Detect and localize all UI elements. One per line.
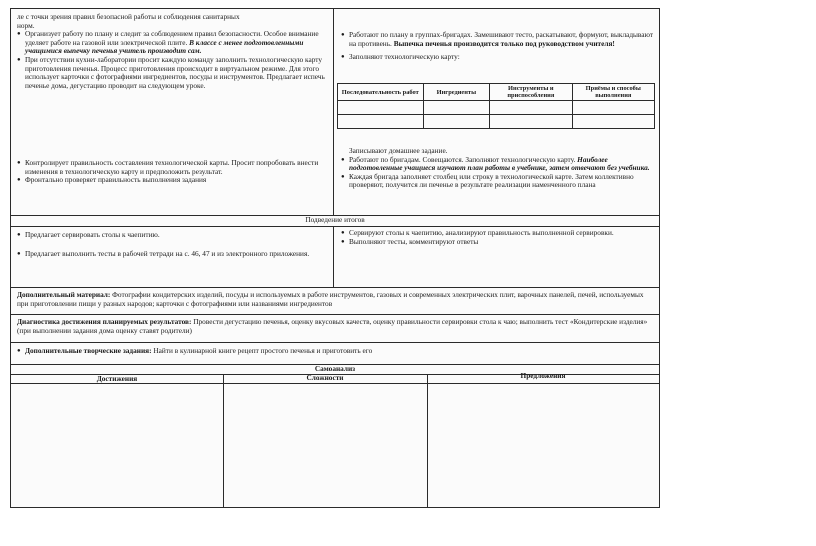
- diagnostics-label: Диагностика достижения планируемых результатов:: [17, 317, 192, 326]
- achievements-cell[interactable]: [12, 384, 222, 506]
- top-left-cell: [17, 13, 327, 90]
- tech-col-header: Ингредиенты: [423, 84, 490, 101]
- teacher-item: [17, 159, 327, 176]
- teacher-item-text: Организует работу по плану и следит за соблюдением правил безопасности. Особое внимание уделяет работе на газовой или электрической плите.: [25, 29, 319, 47]
- teacher-item-text: Предлагает сервировать столы к чаепитию.: [25, 230, 160, 239]
- creative-label: Дополнительные творческие задания:: [25, 346, 152, 355]
- student-item-warning: Выпечка печенья производится только под руководством учителя!: [393, 38, 615, 48]
- teacher-item-text: Контролирует правильность составления технологической карты. Просит попробовать внести изменения в технологическую карту и предположить результат.: [25, 158, 319, 176]
- col-achievements-header: Достижения: [96, 374, 138, 383]
- suggestions-cell[interactable]: [428, 384, 658, 506]
- teacher-item-text: При отсутствии кухни-лаборатории просит каждую команду заполнить технологическую карту приготовления печенья. Процесс приготовления происходит в виртуальном режиме. Для этого использует карточки с фотографиями ингредиентов, посуды и инструментов. Предлагает испечь печенье дома, дегустацию проводит на следующем уроке.: [25, 54, 325, 90]
- diagnostics: [17, 318, 653, 335]
- teacher-item: [17, 231, 327, 240]
- student-item-text: Сервируют столы к чаепитию, анализируют правильность выполненной сервировки.: [349, 228, 614, 237]
- teacher-item-text: Фронтально проверяет правильность выполнения задания: [25, 175, 207, 185]
- student-item: [341, 238, 655, 247]
- student-item: [341, 156, 655, 173]
- difficulties-cell[interactable]: [224, 384, 426, 506]
- top-left-line: ле с точки зрения правил безопасной работы и соблюдения санитарных: [17, 12, 240, 21]
- teacher-item-note: В классе с менее подготовленными учащимися выпечку печенья учитель производит сам.: [25, 37, 304, 56]
- teacher-item: [17, 56, 327, 90]
- col-suggestions-header: Предложения: [520, 371, 566, 380]
- tech-col-header: Последовательность работ: [338, 84, 424, 101]
- summary-left-cell: [17, 231, 327, 258]
- middle-right-cell: [341, 147, 655, 190]
- middle-left-cell: [17, 159, 327, 185]
- student-item: [341, 53, 655, 62]
- tech-col-header: Инструменты и приспособления: [490, 84, 572, 101]
- col-difficulties-header: Сложности: [306, 373, 344, 382]
- creative-tasks: [17, 347, 653, 356]
- column-divider-summary: [333, 226, 334, 287]
- technology-card-table: [337, 83, 655, 129]
- creative-text: Найти в кулинарной книге рецепт простого печенья и приготовить его: [153, 346, 373, 355]
- top-right-cell: [341, 31, 655, 62]
- additional-text: Фотографии кондитерских изделий, посуды и используемых в работе инструментов, газовых и современных электрических плит, варочных панелей, печей, используемых при приготовлении пищи у разных народов; карточки с фотографиями или названиями ингредиентов: [17, 290, 644, 308]
- tech-col-header: Приёмы и способы выполнения: [572, 84, 654, 101]
- student-item-text: Выполняют тесты, комментируют ответы: [349, 236, 479, 246]
- student-item-note: Наиболее подготовленные учащиеся изучают план работы в учебнике, затем отвечают без учебника.: [349, 154, 650, 173]
- student-item-text: Работают по плану в группах-бригадах. Замешивают тесто, раскатывают, формуют, выкладывают на противень.: [349, 30, 654, 48]
- student-item-text: Заполняют технологическую карту:: [349, 52, 460, 62]
- additional-material: [17, 291, 653, 308]
- top-left-line: норм.: [17, 20, 35, 30]
- self-analysis-heading: Самоанализ: [314, 364, 356, 373]
- teacher-item: [17, 250, 327, 259]
- lesson-plan-page: [10, 8, 660, 508]
- summary-heading: Подведение итогов: [305, 215, 365, 224]
- teacher-item: [17, 30, 327, 56]
- student-item: [341, 31, 655, 48]
- teacher-item-text: Предлагает выполнить тесты в рабочей тетради на с. 46, 47 и из электронного приложения.: [25, 248, 310, 258]
- tech-row: [338, 115, 655, 129]
- student-item-text: Каждая бригада заполняет столбец или строку в технологической карте. Затем коллективно проверяют, получится ли печенье в результате реализации наменченного плана: [349, 171, 634, 190]
- summary-right-cell: [341, 229, 655, 246]
- creative-item: [17, 347, 653, 356]
- student-line: Записывают домашнее задание.: [349, 146, 448, 155]
- tech-row: [338, 101, 655, 115]
- additional-label: Дополнительный материал:: [17, 290, 111, 299]
- column-divider-top: [333, 9, 334, 215]
- teacher-item: [17, 176, 327, 185]
- student-item-text: Работают по бригадам. Совещаются. Заполняют технологическую карту.: [349, 154, 576, 164]
- diagnostics-text: Провести дегустацию печенья, оценку вкусовых качеств, оценку правильности сервировки стола к чаю; выполнить тест «Кондитерские изделия» (при выполнении задания дома оценку ставят родители): [17, 317, 648, 335]
- student-item: [341, 173, 655, 190]
